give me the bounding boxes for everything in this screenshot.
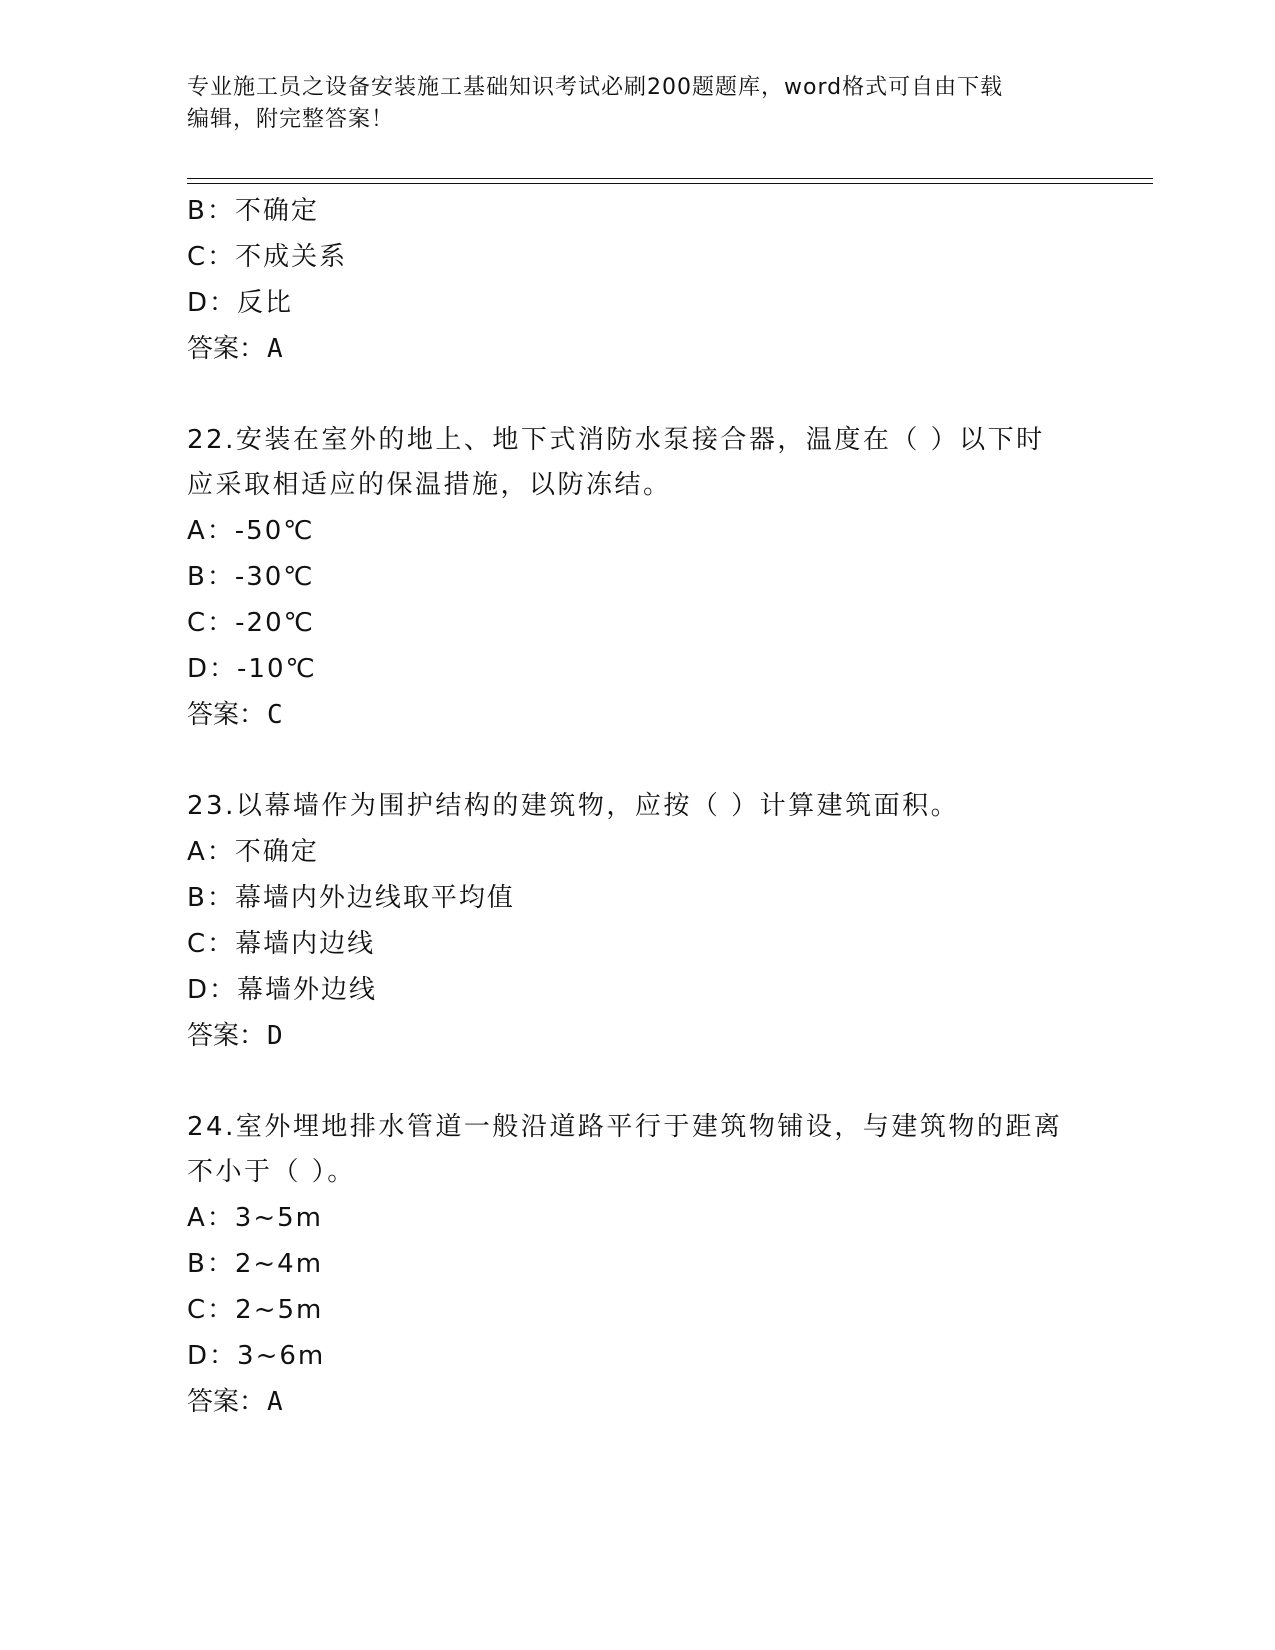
header-divider-bottom [187, 183, 1153, 184]
answer-value: D [267, 1021, 283, 1051]
spacer [187, 1059, 1087, 1105]
option-b: B：-30℃ [187, 562, 315, 592]
header-divider-top [187, 178, 1153, 179]
option-d: D：3~6m [187, 1341, 326, 1371]
question-stem: 应采取相适应的保温措施，以防冻结。 [187, 470, 672, 500]
question-stem: 不小于（ ）。 [187, 1157, 356, 1187]
question-24 [187, 1105, 1087, 1425]
answer-label: 答案： [187, 700, 266, 730]
question-stem: 23.以幕墙作为围护结构的建筑物，应按（ ）计算建筑面积。 [187, 791, 960, 821]
option-a: A：不确定 [187, 837, 319, 867]
option-b: B：幕墙内外边线取平均值 [187, 883, 515, 913]
question-22 [187, 418, 1087, 738]
spacer [187, 738, 1087, 784]
spacer [187, 372, 1087, 418]
answer-line [187, 1379, 1087, 1425]
question-stem: 24.室外埋地排水管道一般沿道路平行于建筑物铺设，与建筑物的距离 [187, 1112, 1063, 1142]
answer-label: 答案： [187, 334, 266, 364]
option-a: A：3~5m [187, 1203, 323, 1233]
option-c: C：不成关系 [187, 242, 348, 272]
header-line-1: 专业施工员之设备安装施工基础知识考试必刷200题题库，word格式可自由下载 [187, 75, 1004, 100]
header-line-2: 编辑，附完整答案！ [187, 107, 395, 132]
option-c: C：2~5m [187, 1295, 324, 1325]
option-d: D：-10℃ [187, 654, 317, 684]
answer-label: 答案： [187, 1387, 266, 1417]
answer-line [187, 692, 1087, 738]
option-b: B：2~4m [187, 1249, 324, 1279]
answer-value: C [267, 700, 283, 730]
answer-value: A [267, 1387, 283, 1417]
option-c: C：幕墙内边线 [187, 929, 376, 959]
question-23 [187, 784, 1087, 1059]
answer-value: A [267, 334, 283, 364]
option-a: A：-50℃ [187, 516, 315, 546]
option-b: B：不确定 [187, 196, 319, 226]
option-d: D：反比 [187, 288, 294, 318]
answer-line [187, 326, 1087, 372]
answer-label: 答案： [187, 1021, 266, 1051]
question-stem: 22.安装在室外的地上、地下式消防水泵接合器，温度在（ ）以下时 [187, 425, 1045, 455]
answer-line [187, 1013, 1087, 1059]
option-c: C：-20℃ [187, 608, 315, 638]
option-d: D：幕墙外边线 [187, 975, 378, 1005]
question-list [187, 188, 1087, 1425]
document-header [187, 72, 1087, 136]
question-21-continuation [187, 188, 1087, 372]
